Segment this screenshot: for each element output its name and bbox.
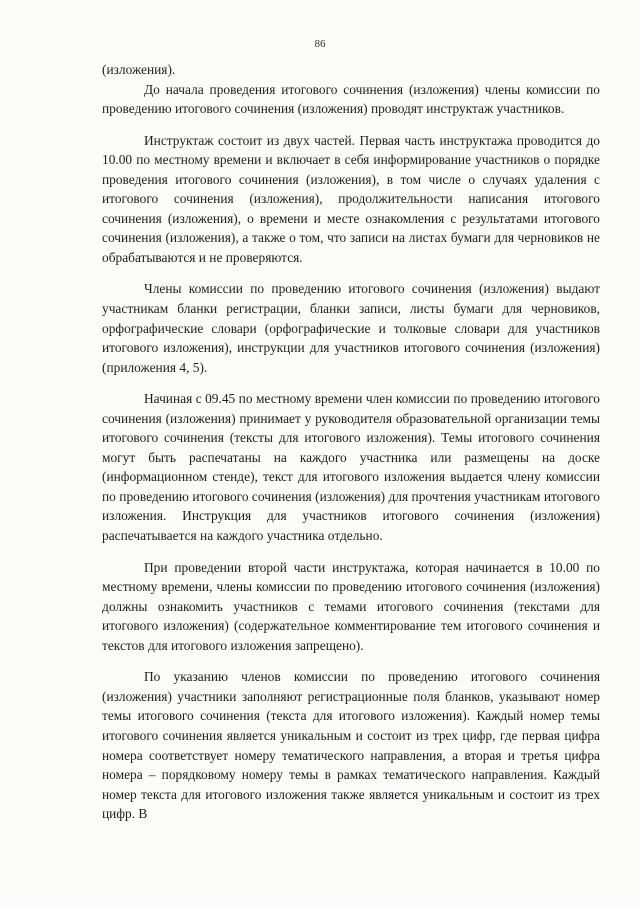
paragraph-topics-receipt: Начиная с 09.45 по местному времени член комиссии по проведению итогового сочинения (изложения) принимает у руководителя образовательной организации темы итогового сочинения (тексты для итогового изложения). Темы итогового сочинения могут быть распечатаны на каждого участника или размещены на доске (информационном стенде), текст для итогового изложения выдается члену комиссии по проведению итогового сочинения (изложения) для прочтения участникам итогового изложения. Инструкция для участников итогового сочинения (изложения) распечатывается на каждого участника отдельно. [102, 391, 600, 544]
paragraph-second-part: При проведении второй части инструктажа, которая начинается в 10.00 по местному времени, члены комиссии по проведению итогового сочинения (изложения) должны ознакомить участников с темами итогового сочинения (текстами для итогового изложения) (содержательное комментирование тем итогового сочинения и текстов для итогового изложения запрещено). [102, 559, 600, 653]
document-body [102, 60, 600, 824]
page-number: 86 [314, 38, 326, 50]
paragraph-briefing-parts: Инструктаж состоит из двух частей. Первая часть инструктажа проводится до 10.00 по местному времени и включает в себя информирование участников о порядке проведения итогового сочинения (изложения), в том числе о случаях удаления с итогового сочинения (изложения), продолжительности написания итогового сочинения (изложения), о времени и месте ознакомления с результатами итогового сочинения (изложения), а также о том, что записи на листах бумаги для черновиков не обрабатываются и не проверяются. [102, 132, 600, 265]
paragraph-registration: По указанию членов комиссии по проведению итогового сочинения (изложения) участники заполняют регистрационные поля бланков, указывают номер темы итогового сочинения (текста для итогового изложения). Каждый номер темы итогового сочинения является уникальным и состоит из трех цифр, где первая цифра номера соответствует номеру тематического направления, а вторая и третья цифра номера – порядковому номеру темы в рамках тематического направления. Каждый номер текста для итогового изложения также является уникальным и состоит из трех цифр. В [102, 669, 600, 822]
paragraph-briefing-intro: До начала проведения итогового сочинения (изложения) члены комиссии по проведению итогового сочинения (изложения) проводят инструктаж участников. [102, 81, 600, 117]
paragraph-forms-issue: Члены комиссии по проведению итогового сочинения (изложения) выдают участникам бланки регистрации, бланки записи, листы бумаги для черновиков, орфографические словари (орфографические и толковые словари для участников итогового изложения), инструкции для участников итогового сочинения (изложения) (приложения 4, 5). [102, 281, 600, 375]
paragraph-continuation: (изложения). [102, 62, 176, 77]
